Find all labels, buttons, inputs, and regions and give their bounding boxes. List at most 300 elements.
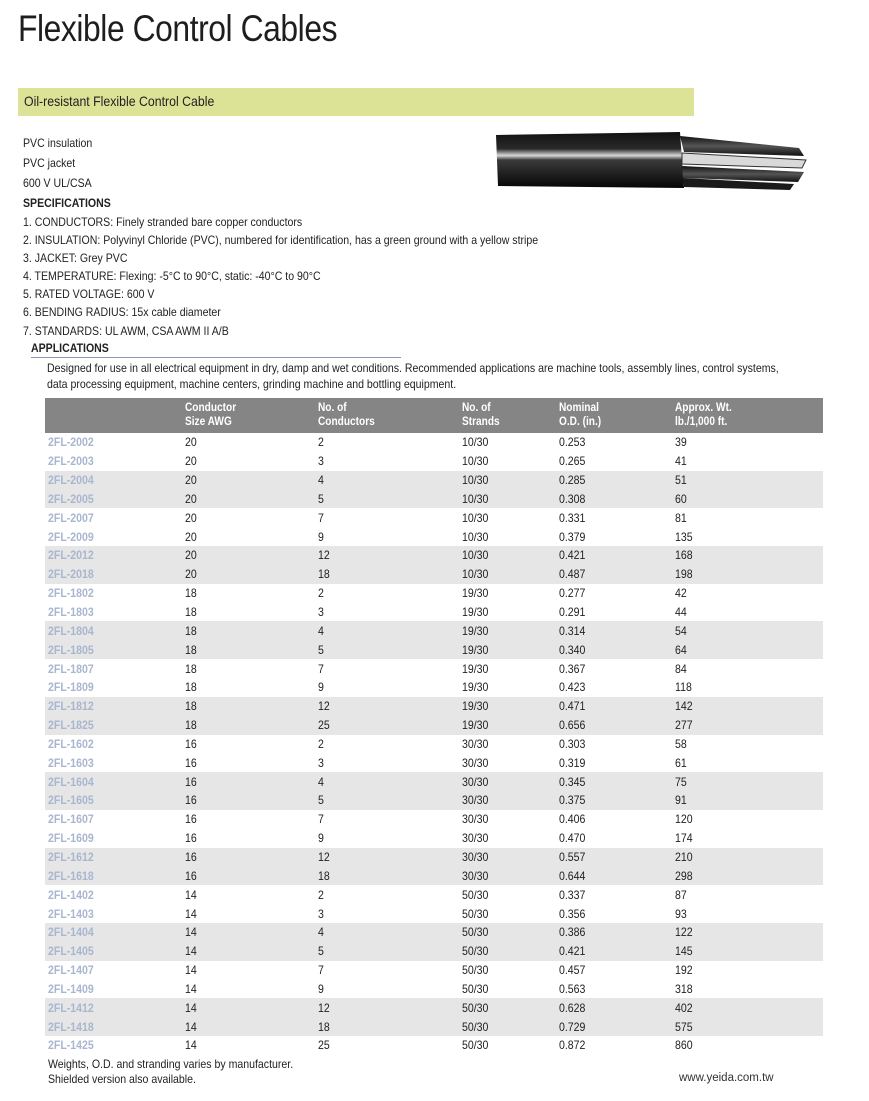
cell-text: 2FL-2005 (48, 491, 94, 506)
cell-text: 10/30 (462, 435, 489, 450)
cell-text: 2 (318, 435, 324, 450)
cell-text: 16 (185, 831, 197, 846)
cell-text: 2FL-1809 (48, 680, 94, 695)
table-row (45, 659, 823, 678)
table-row (45, 942, 823, 961)
cell-text: 2FL-1605 (48, 793, 94, 808)
cell-text: 2FL-1425 (48, 1038, 94, 1053)
cell-text: 0.379 (559, 529, 586, 544)
cell-text: 61 (675, 755, 687, 770)
conductor-size-cell (185, 829, 318, 848)
od-cell (559, 866, 675, 885)
cell-text: 2FL-2007 (48, 510, 94, 525)
cell-text: 16 (185, 736, 197, 751)
cell-text: 12 (318, 849, 330, 864)
conductor-size-cell (185, 621, 318, 640)
weight-cell (675, 659, 823, 678)
spec-item: 3. JACKET: Grey PVC (23, 251, 128, 266)
spec-item: 2. INSULATION: Polyvinyl Chloride (PVC), numbered for identification, has a green ground with a yellow stripe (23, 233, 539, 248)
table-row (45, 979, 823, 998)
conductor-count-cell (318, 961, 462, 980)
cell-text: 2FL-1602 (48, 736, 94, 751)
conductor-size-cell (185, 885, 318, 904)
cell-text: 30/30 (462, 774, 489, 789)
cell-text: 142 (675, 699, 693, 714)
cell-text: 0.285 (559, 473, 586, 488)
weight-cell (675, 640, 823, 659)
cell-text: 0.386 (559, 925, 586, 940)
od-cell (559, 678, 675, 697)
cell-text: 14 (185, 1038, 197, 1053)
weight-cell (675, 979, 823, 998)
table-row (45, 508, 823, 527)
table-row (45, 885, 823, 904)
cell-text: 16 (185, 812, 197, 827)
strands-cell (462, 942, 559, 961)
cell-text: 2 (318, 887, 324, 902)
cell-text: 2FL-1603 (48, 755, 94, 770)
cell-text: 2FL-1802 (48, 586, 94, 601)
table-row (45, 716, 823, 735)
cell-text: 58 (675, 736, 687, 751)
part-number-cell (45, 753, 185, 772)
part-number-cell (45, 508, 185, 527)
cell-text: 4 (318, 623, 324, 638)
cell-text: 14 (185, 1000, 197, 1015)
weight-cell (675, 584, 823, 603)
conductor-size-cell (185, 998, 318, 1017)
part-number-cell (45, 998, 185, 1017)
strands-cell (462, 640, 559, 659)
conductor-size-cell (185, 659, 318, 678)
conductor-size-cell (185, 565, 318, 584)
cell-text: 2FL-1604 (48, 774, 94, 789)
cell-text: 18 (185, 642, 197, 657)
part-number-cell (45, 659, 185, 678)
conductor-size-cell (185, 697, 318, 716)
od-cell (559, 659, 675, 678)
weight-cell (675, 772, 823, 791)
cell-text: 7 (318, 812, 324, 827)
od-cell (559, 452, 675, 471)
cell-text: 10/30 (462, 473, 489, 488)
spec-item: 7. STANDARDS: UL AWM, CSA AWM II A/B (23, 323, 229, 338)
cell-text: 20 (185, 435, 197, 450)
part-number-cell (45, 791, 185, 810)
cell-text: 30/30 (462, 812, 489, 827)
part-number-cell (45, 716, 185, 735)
cell-text: 174 (675, 831, 693, 846)
weight-cell (675, 546, 823, 565)
column-header (675, 398, 823, 433)
applications-line: Designed for use in all electrical equipment in dry, damp and wet conditions. Recommended applications are machine tools, assembly lines, control systems, (47, 361, 779, 375)
conductor-count-cell (318, 640, 462, 659)
conductor-count-cell (318, 471, 462, 490)
od-cell (559, 584, 675, 603)
od-cell (559, 904, 675, 923)
cell-text: 4 (318, 473, 324, 488)
cell-text: 20 (185, 454, 197, 469)
cell-text: 50/30 (462, 1038, 489, 1053)
strands-cell (462, 471, 559, 490)
part-number-cell (45, 735, 185, 754)
column-header-line: Conductor (185, 402, 237, 414)
part-number-cell (45, 1017, 185, 1036)
construction-insulation: PVC insulation (23, 136, 93, 150)
part-number-cell (45, 904, 185, 923)
cell-text: 9 (318, 831, 324, 846)
table-row (45, 753, 823, 772)
cell-text: 0.308 (559, 491, 586, 506)
od-cell (559, 716, 675, 735)
strands-cell (462, 1017, 559, 1036)
conductor-count-cell (318, 603, 462, 622)
conductor-size-cell (185, 433, 318, 452)
column-header-line: Nominal (559, 402, 599, 414)
table-row (45, 829, 823, 848)
strands-cell (462, 923, 559, 942)
cell-text: 20 (185, 567, 197, 582)
cell-text: 0.356 (559, 906, 586, 921)
od-cell (559, 565, 675, 584)
table-row (45, 565, 823, 584)
od-cell (559, 753, 675, 772)
od-cell (559, 490, 675, 509)
cell-text: 18 (318, 567, 330, 582)
cell-text: 168 (675, 548, 693, 563)
table-row (45, 603, 823, 622)
column-header-line: No. of (462, 402, 491, 414)
strands-cell (462, 678, 559, 697)
conductor-size-cell (185, 678, 318, 697)
weight-cell (675, 621, 823, 640)
conductor-count-cell (318, 490, 462, 509)
column-header-line: No. of (318, 402, 347, 414)
cell-text: 91 (675, 793, 687, 808)
cell-text: 30/30 (462, 755, 489, 770)
strands-cell (462, 979, 559, 998)
table-row (45, 452, 823, 471)
weight-cell (675, 716, 823, 735)
strands-cell (462, 716, 559, 735)
table-row (45, 866, 823, 885)
cell-text: 0.656 (559, 718, 586, 733)
conductor-count-cell (318, 942, 462, 961)
cell-text: 20 (185, 473, 197, 488)
conductor-size-cell (185, 452, 318, 471)
cell-text: 2FL-2002 (48, 435, 94, 450)
cell-text: 18 (185, 661, 197, 676)
cell-text: 2FL-1618 (48, 868, 94, 883)
weight-cell (675, 603, 823, 622)
conductor-size-cell (185, 640, 318, 659)
cell-text: 10/30 (462, 567, 489, 582)
conductor-size-cell (185, 603, 318, 622)
cell-text: 50/30 (462, 887, 489, 902)
cell-text: 318 (675, 981, 693, 996)
weight-cell (675, 791, 823, 810)
cell-text: 9 (318, 529, 324, 544)
cell-text: 16 (185, 793, 197, 808)
cell-text: 298 (675, 868, 693, 883)
table-row (45, 772, 823, 791)
cell-text: 3 (318, 454, 324, 469)
cell-text: 0.423 (559, 680, 586, 695)
conductor-count-cell (318, 979, 462, 998)
table-row (45, 584, 823, 603)
column-header (45, 398, 185, 433)
cell-text: 2FL-1807 (48, 661, 94, 676)
cell-text: 0.265 (559, 454, 586, 469)
cell-text: 50/30 (462, 981, 489, 996)
strands-cell (462, 998, 559, 1017)
strands-cell (462, 433, 559, 452)
table-row (45, 1036, 823, 1055)
strands-cell (462, 772, 559, 791)
strands-cell (462, 452, 559, 471)
cell-text: 25 (318, 718, 330, 733)
cell-text: 2FL-1407 (48, 963, 94, 978)
cell-text: 2FL-1804 (48, 623, 94, 638)
od-cell (559, 508, 675, 527)
part-number-cell (45, 490, 185, 509)
cell-text: 2FL-1805 (48, 642, 94, 657)
conductor-count-cell (318, 829, 462, 848)
column-header (318, 398, 462, 433)
conductor-count-cell (318, 904, 462, 923)
part-number-cell (45, 923, 185, 942)
cell-text: 198 (675, 567, 693, 582)
conductor-count-cell (318, 508, 462, 527)
conductor-size-cell (185, 810, 318, 829)
od-cell (559, 979, 675, 998)
cell-text: 2FL-1402 (48, 887, 94, 902)
conductor-count-cell (318, 866, 462, 885)
cell-text: 19/30 (462, 718, 489, 733)
weight-cell (675, 848, 823, 867)
cell-text: 54 (675, 623, 687, 638)
footnote: Weights, O.D. and stranding varies by manufacturer. (48, 1057, 294, 1071)
cell-text: 14 (185, 981, 197, 996)
cell-text: 5 (318, 944, 324, 959)
part-number-cell (45, 829, 185, 848)
column-header-line: O.D. (in.) (559, 416, 602, 428)
cell-text: 135 (675, 529, 693, 544)
cell-text: 25 (318, 1038, 330, 1053)
weight-cell (675, 433, 823, 452)
weight-cell (675, 471, 823, 490)
cell-text: 0.457 (559, 963, 586, 978)
table-row (45, 527, 823, 546)
cell-text: 18 (185, 699, 197, 714)
strands-cell (462, 621, 559, 640)
od-cell (559, 848, 675, 867)
strands-cell (462, 791, 559, 810)
spec-item: 5. RATED VOLTAGE: 600 V (23, 287, 155, 302)
cell-text: 0.563 (559, 981, 586, 996)
part-number-cell (45, 961, 185, 980)
table-row (45, 678, 823, 697)
weight-cell (675, 753, 823, 772)
weight-cell (675, 829, 823, 848)
cell-text: 14 (185, 887, 197, 902)
od-cell (559, 621, 675, 640)
part-number-cell (45, 546, 185, 565)
spec-item: 6. BENDING RADIUS: 15x cable diameter (23, 305, 221, 320)
part-number-cell (45, 885, 185, 904)
cell-text: 145 (675, 944, 693, 959)
weight-cell (675, 998, 823, 1017)
part-number-cell (45, 810, 185, 829)
cell-text: 2FL-1812 (48, 699, 94, 714)
weight-cell (675, 527, 823, 546)
column-header-line: Size AWG (185, 416, 232, 428)
table-row (45, 810, 823, 829)
construction-rating: 600 V UL/CSA (23, 176, 92, 190)
conductor-count-cell (318, 998, 462, 1017)
cell-text: 10/30 (462, 529, 489, 544)
table-row (45, 848, 823, 867)
weight-cell (675, 904, 823, 923)
subtitle-band (18, 88, 694, 116)
strands-cell (462, 735, 559, 754)
strands-cell (462, 885, 559, 904)
conductor-size-cell (185, 753, 318, 772)
table-row (45, 904, 823, 923)
conductor-size-cell (185, 904, 318, 923)
cell-text: 0.337 (559, 887, 586, 902)
weight-cell (675, 735, 823, 754)
cell-text: 10/30 (462, 491, 489, 506)
cell-text: 19/30 (462, 586, 489, 601)
part-number-cell (45, 848, 185, 867)
conductor-count-cell (318, 584, 462, 603)
table-row (45, 546, 823, 565)
cell-text: 2FL-1825 (48, 718, 94, 733)
applications-description (47, 360, 807, 392)
table-row (45, 433, 823, 452)
weight-cell (675, 697, 823, 716)
weight-cell (675, 508, 823, 527)
cell-text: 30/30 (462, 831, 489, 846)
strands-cell (462, 1036, 559, 1055)
strands-cell (462, 848, 559, 867)
cell-text: 39 (675, 435, 687, 450)
cell-text: 19/30 (462, 623, 489, 638)
od-cell (559, 961, 675, 980)
column-header-line: lb./1,000 ft. (675, 416, 728, 428)
strands-cell (462, 527, 559, 546)
cell-text: 2FL-1607 (48, 812, 94, 827)
cell-text: 2FL-2004 (48, 473, 94, 488)
cell-text: 20 (185, 548, 197, 563)
cell-text: 0.375 (559, 793, 586, 808)
cell-text: 50/30 (462, 925, 489, 940)
conductor-size-cell (185, 866, 318, 885)
cell-text: 9 (318, 680, 324, 695)
conductor-count-cell (318, 1036, 462, 1055)
cell-text: 84 (675, 661, 687, 676)
cell-text: 19/30 (462, 680, 489, 695)
cell-text: 50/30 (462, 1019, 489, 1034)
conductor-size-cell (185, 471, 318, 490)
cell-text: 2FL-1612 (48, 849, 94, 864)
conductor-size-cell (185, 848, 318, 867)
cell-text: 16 (185, 868, 197, 883)
od-cell (559, 942, 675, 961)
od-cell (559, 1017, 675, 1036)
column-header-line: Approx. Wt. (675, 402, 732, 414)
conductor-size-cell (185, 942, 318, 961)
cell-text: 0.367 (559, 661, 586, 676)
conductor-count-cell (318, 433, 462, 452)
column-header (185, 398, 318, 433)
cell-text: 30/30 (462, 849, 489, 864)
conductor-size-cell (185, 490, 318, 509)
conductor-size-cell (185, 527, 318, 546)
conductor-count-cell (318, 1017, 462, 1036)
column-header-line: Strands (462, 416, 500, 428)
cell-text: 18 (185, 586, 197, 601)
table-row (45, 791, 823, 810)
strands-cell (462, 904, 559, 923)
od-cell (559, 1036, 675, 1055)
cell-text: 18 (318, 1019, 330, 1034)
cell-text: 14 (185, 944, 197, 959)
weight-cell (675, 1017, 823, 1036)
od-cell (559, 885, 675, 904)
cell-text: 0.319 (559, 755, 586, 770)
conductor-count-cell (318, 848, 462, 867)
strands-cell (462, 697, 559, 716)
cell-text: 7 (318, 510, 324, 525)
cell-text: 14 (185, 906, 197, 921)
cell-text: 0.644 (559, 868, 586, 883)
cell-text: 0.406 (559, 812, 586, 827)
cell-text: 0.628 (559, 1000, 586, 1015)
cell-text: 118 (675, 680, 692, 695)
od-cell (559, 603, 675, 622)
cell-text: 0.277 (559, 586, 586, 601)
cell-text: 16 (185, 755, 197, 770)
cell-text: 0.487 (559, 567, 586, 582)
cell-text: 19/30 (462, 661, 489, 676)
strands-cell (462, 810, 559, 829)
conductor-size-cell (185, 923, 318, 942)
strands-cell (462, 659, 559, 678)
conductor-size-cell (185, 791, 318, 810)
table-header-row (45, 398, 823, 433)
cell-text: 7 (318, 963, 324, 978)
conductor-size-cell (185, 772, 318, 791)
conductor-count-cell (318, 716, 462, 735)
cell-text: 12 (318, 699, 330, 714)
cell-text: 75 (675, 774, 687, 789)
column-header (559, 398, 675, 433)
part-number-cell (45, 697, 185, 716)
cell-text: 16 (185, 774, 197, 789)
weight-cell (675, 923, 823, 942)
cell-text: 2FL-1403 (48, 906, 94, 921)
cell-text: 18 (185, 623, 197, 638)
cell-text: 12 (318, 1000, 330, 1015)
part-number-cell (45, 678, 185, 697)
od-cell (559, 697, 675, 716)
cable-spec-table (45, 398, 823, 1055)
conductor-count-cell (318, 659, 462, 678)
part-number-cell (45, 603, 185, 622)
conductor-count-cell (318, 527, 462, 546)
